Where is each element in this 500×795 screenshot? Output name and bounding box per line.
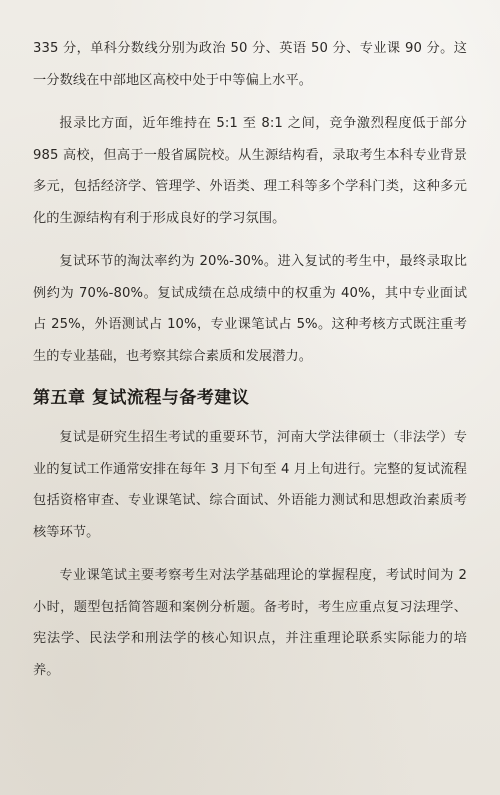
paragraph-written-exam: 专业课笔试主要考察考生对法学基础理论的掌握程度，考试时间为 2 小时，题型包括简答题和案例分析题。备考时，考生应重点复习法理学、宪法学、民法学和刑法学的核心知识点，并注重理论联系实际能力的培养。 bbox=[33, 568, 467, 678]
chapter-title: 第五章 复试流程与备考建议 bbox=[33, 388, 250, 408]
paragraph-score-lines: 335 分，单科分数线分别为政治 50 分、英语 50 分、专业课 90 分。这一分数线在中部地区高校中处于中等偏上水平。 bbox=[33, 41, 467, 88]
paragraph-retest-elimination: 复试环节的淘汰率约为 20%-30%。进入复试的考生中，最终录取比例约为 70%-80%。复试成绩在总成绩中的权重为 40%，其中专业面试占 25%，外语测试占 10%，专业课笔试占 5%。这种考核方式既注重考生的专业基础，也考察其综合素质和发展潜力。 bbox=[33, 254, 467, 364]
paragraph-retest-overview: 复试是研究生招生考试的重要环节，河南大学法律硕士（非法学）专业的复试工作通常安排在每年 3 月下旬至 4 月上旬进行。完整的复试流程包括资格审查、专业课笔试、综合面试、外语能力测试和思想政治素质考核等环节。 bbox=[33, 430, 467, 540]
paragraph-application-ratio: 报录比方面，近年维持在 5:1 至 8:1 之间，竞争激烈程度低于部分 985 高校，但高于一般省属院校。从生源结构看，录取考生本科专业背景多元，包括经济学、管理学、外语类、理工科等多个学科门类，这种多元化的生源结构有利于形成良好的学习氛围。 bbox=[33, 116, 467, 226]
